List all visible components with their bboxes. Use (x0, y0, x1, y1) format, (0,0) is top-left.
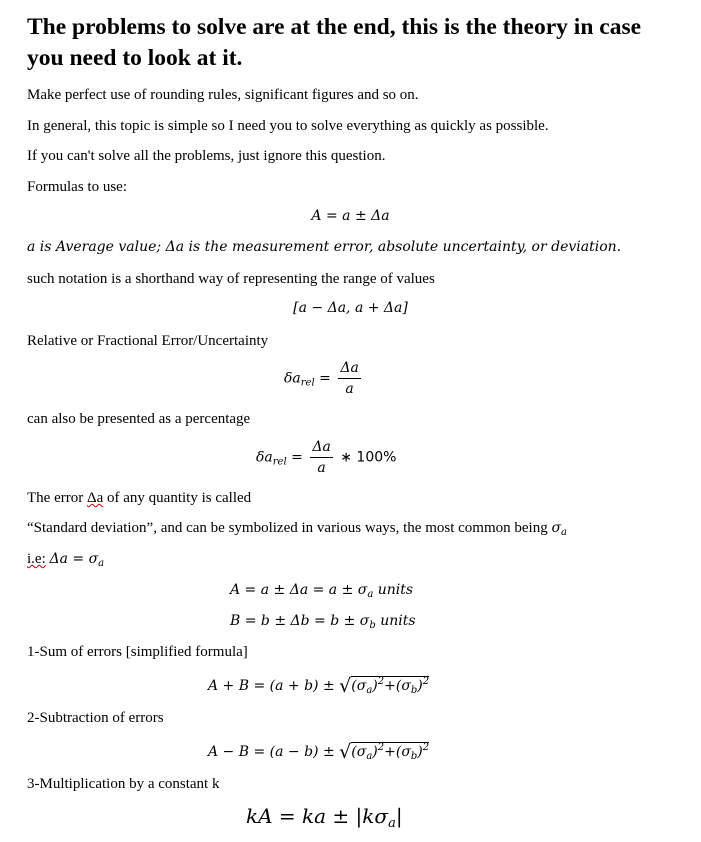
equation-A-defined (230, 581, 413, 599)
section-multiplication-title: 3-Multiplication by a constant k (27, 776, 220, 792)
pct-subscript: rel (272, 456, 287, 468)
sqrt-icon: √ (339, 675, 352, 697)
sum-rad-b: +(σ (384, 678, 411, 694)
sum-rad-b-sub: b (410, 685, 418, 696)
sum-rad-b-close: ) (417, 678, 423, 694)
error-symbol: Δa (86, 490, 104, 506)
paragraph-percentage: can also be presented as a percentage (27, 411, 251, 427)
sum-radicand (351, 676, 429, 694)
ie-equation (50, 551, 105, 567)
mult-subscript: a (388, 816, 396, 831)
equation-subtraction-of-errors (208, 743, 429, 761)
mult-eq-text: kA = ka ± |kσ (246, 804, 389, 828)
sum-rad-a-sub: a (366, 685, 373, 696)
equation-range: [a − Δa, a + Δa] (293, 300, 408, 316)
mult-close: | (395, 804, 403, 828)
paragraph-formulas-label: Formulas to use: (27, 179, 127, 195)
paragraph-simple-topic: In general, this topic is simple so I need you to solve everything as quickly as possible. (27, 118, 549, 134)
definition-line: a is Average value; Δa is the measurement error, absolute uncertainty, or deviation. (27, 239, 622, 255)
error-intro-text: The error (27, 490, 84, 506)
sqrt-icon: √ (339, 741, 352, 763)
equation-B-defined (230, 612, 416, 630)
rel-subscript: rel (300, 377, 315, 389)
section-sum-title: 1-Sum of errors [simplified formula] (27, 644, 248, 660)
rel-lhs: δa (284, 370, 301, 387)
pct-numerator: Δa (310, 439, 332, 458)
sum-rad-a-close: ) (372, 678, 378, 694)
B-eq-text: B = b ± Δb = b ± σ (230, 613, 370, 629)
error-intro-text-end: of any quantity is called (107, 490, 252, 506)
B-subscript: b (369, 620, 376, 631)
equation-sum-of-errors (208, 677, 429, 695)
sub-rad-b-sq: 2 (422, 742, 430, 753)
equation-multiplication-constant (246, 804, 403, 831)
std-dev-text: “Standard deviation”, and can be symbolized in various ways, the most common being (27, 520, 548, 536)
sum-rad-a-sq: 2 (377, 676, 385, 687)
equation-relative-percent: $\delta a_{rel}$ = $\frac{\Delta a}{a}$ ∗ 100% (256, 439, 397, 476)
section-subtraction-title: 2-Subtraction of errors (27, 710, 164, 726)
sigma-char: σ (551, 520, 562, 536)
rel-fraction (338, 360, 360, 397)
sum-rad-b-sq: 2 (422, 676, 430, 687)
sub-rad-a-sq: 2 (377, 742, 385, 753)
pct-denominator: a (317, 460, 326, 476)
pct-suffix: ∗ 100% (340, 449, 397, 466)
sum-rad-a: (σ (351, 678, 367, 694)
sub-radicand (351, 742, 429, 760)
paragraph-ignore: If you can't solve all the problems, just ignore this question. (27, 148, 386, 164)
page-heading: The problems to solve are at the end, this is the theory in case you need to look at it. (27, 14, 642, 71)
ie-eq-text: Δa = σ (49, 551, 99, 567)
ie-label: i.e: (27, 551, 46, 567)
paragraph-notation: such notation is a shorthand way of representing the range of values (27, 271, 435, 287)
ie-subscript: a (98, 558, 105, 569)
sub-rad-a-close: ) (372, 744, 378, 760)
sub-rad-b: +(σ (384, 744, 411, 760)
sigma-subscript: a (561, 527, 567, 538)
sub-lhs: A − B = (a − b) ± (208, 744, 335, 760)
A-units: units (373, 582, 414, 598)
equation-a-plus-minus: A = a ± Δa (311, 208, 390, 224)
sub-rad-a-sub: a (366, 751, 373, 762)
pct-fraction (310, 439, 332, 476)
paragraph-ie (27, 550, 104, 568)
paragraph-standard-deviation (27, 519, 567, 537)
paragraph-error-called (27, 489, 251, 507)
paragraph-rounding: Make perfect use of rounding rules, significant figures and so on. (27, 87, 419, 103)
sigma-a-symbol (551, 520, 567, 536)
pct-lhs: δa (256, 449, 273, 466)
sum-lhs: A + B = (a + b) ± (208, 678, 335, 694)
A-eq-text: A = a ± Δa = a ± σ (230, 582, 368, 598)
sub-rad-a: (σ (351, 744, 367, 760)
A-subscript: a (367, 589, 374, 600)
rel-numerator: Δa (338, 360, 360, 379)
rel-denominator: a (345, 381, 354, 397)
B-units: units (375, 613, 416, 629)
paragraph-relative: Relative or Fractional Error/Uncertainty (27, 333, 269, 349)
equation-relative-error: $\delta a_{rel}$ = $\frac{\Delta a}{a}$ (284, 360, 359, 397)
sub-rad-b-close: ) (417, 744, 423, 760)
sub-rad-b-sub: b (410, 751, 418, 762)
